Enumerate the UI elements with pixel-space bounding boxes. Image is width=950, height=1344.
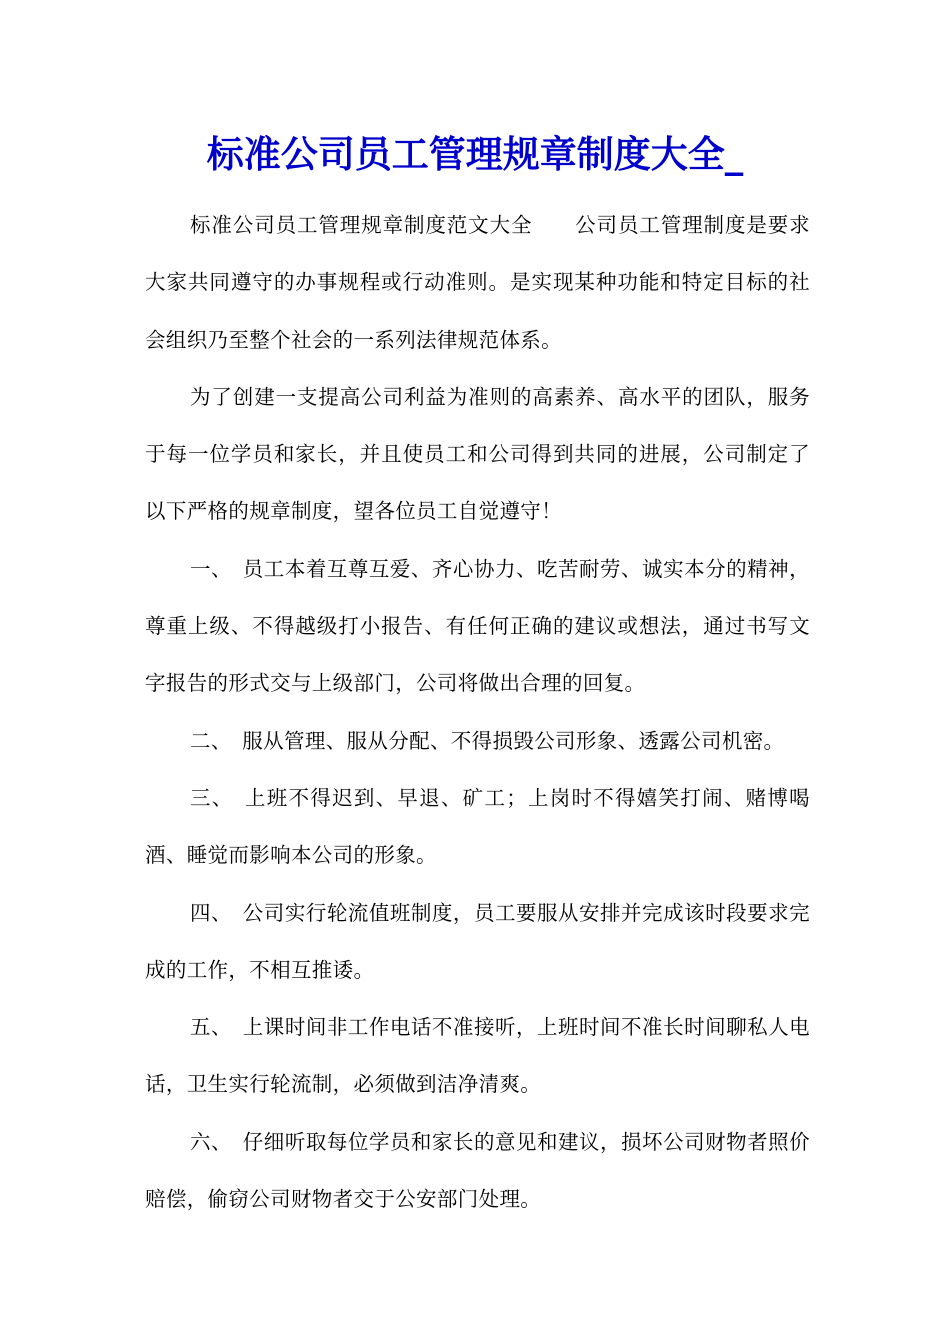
document-title: 标准公司员工管理规章制度大全_	[206, 132, 744, 176]
paragraph-intro: 标准公司员工管理规章制度范文大全 公司员工管理制度是要求大家共同遵守的办事规程或行动准则。是实现某种功能和特定目标的社会组织乃至整个社会的一系列法律规范体系。	[145, 213, 810, 352]
paragraph-purpose: 为了创建一支提高公司利益为准则的高素养、高水平的团队，服务于每一位学员和家长，并且使员工和公司得到共同的进展，公司制定了以下严格的规章制度，望各位员工自觉遵守！	[145, 384, 810, 524]
paragraph-rule-3: 三、 上班不得迟到、早退、矿工；上岗时不得嬉笑打闹、赌博喝酒、睡觉而影响本公司的形象。	[145, 785, 810, 868]
paragraph-rule-6: 六、 仔细听取每位学员和家长的意见和建议，损坏公司财物者照价赔偿，偷窃公司财物者交于公安部门处理。	[145, 1129, 810, 1212]
paragraph-rule-5: 五、 上课时间非工作电话不准接听，上班时间不准长时间聊私人电话，卫生实行轮流制，必须做到洁净清爽。	[145, 1015, 810, 1097]
paragraph-rule-4: 四、 公司实行轮流值班制度，员工要服从安排并完成该时段要求完成的工作，不相互推诿。	[145, 900, 810, 982]
paragraph-rule-2: 二、 服从管理、服从分配、不得损毁公司形象、透露公司机密。	[190, 728, 785, 753]
document-body	[145, 197, 810, 1228]
paragraph-rule-1: 一、 员工本着互尊互爱、齐心协力、吃苦耐劳、诚实本分的精神，尊重上级、不得越级打小报告、有任何正确的建议或想法，通过书写文字报告的形式交与上级部门，公司将做出合理的回复。	[145, 556, 810, 696]
